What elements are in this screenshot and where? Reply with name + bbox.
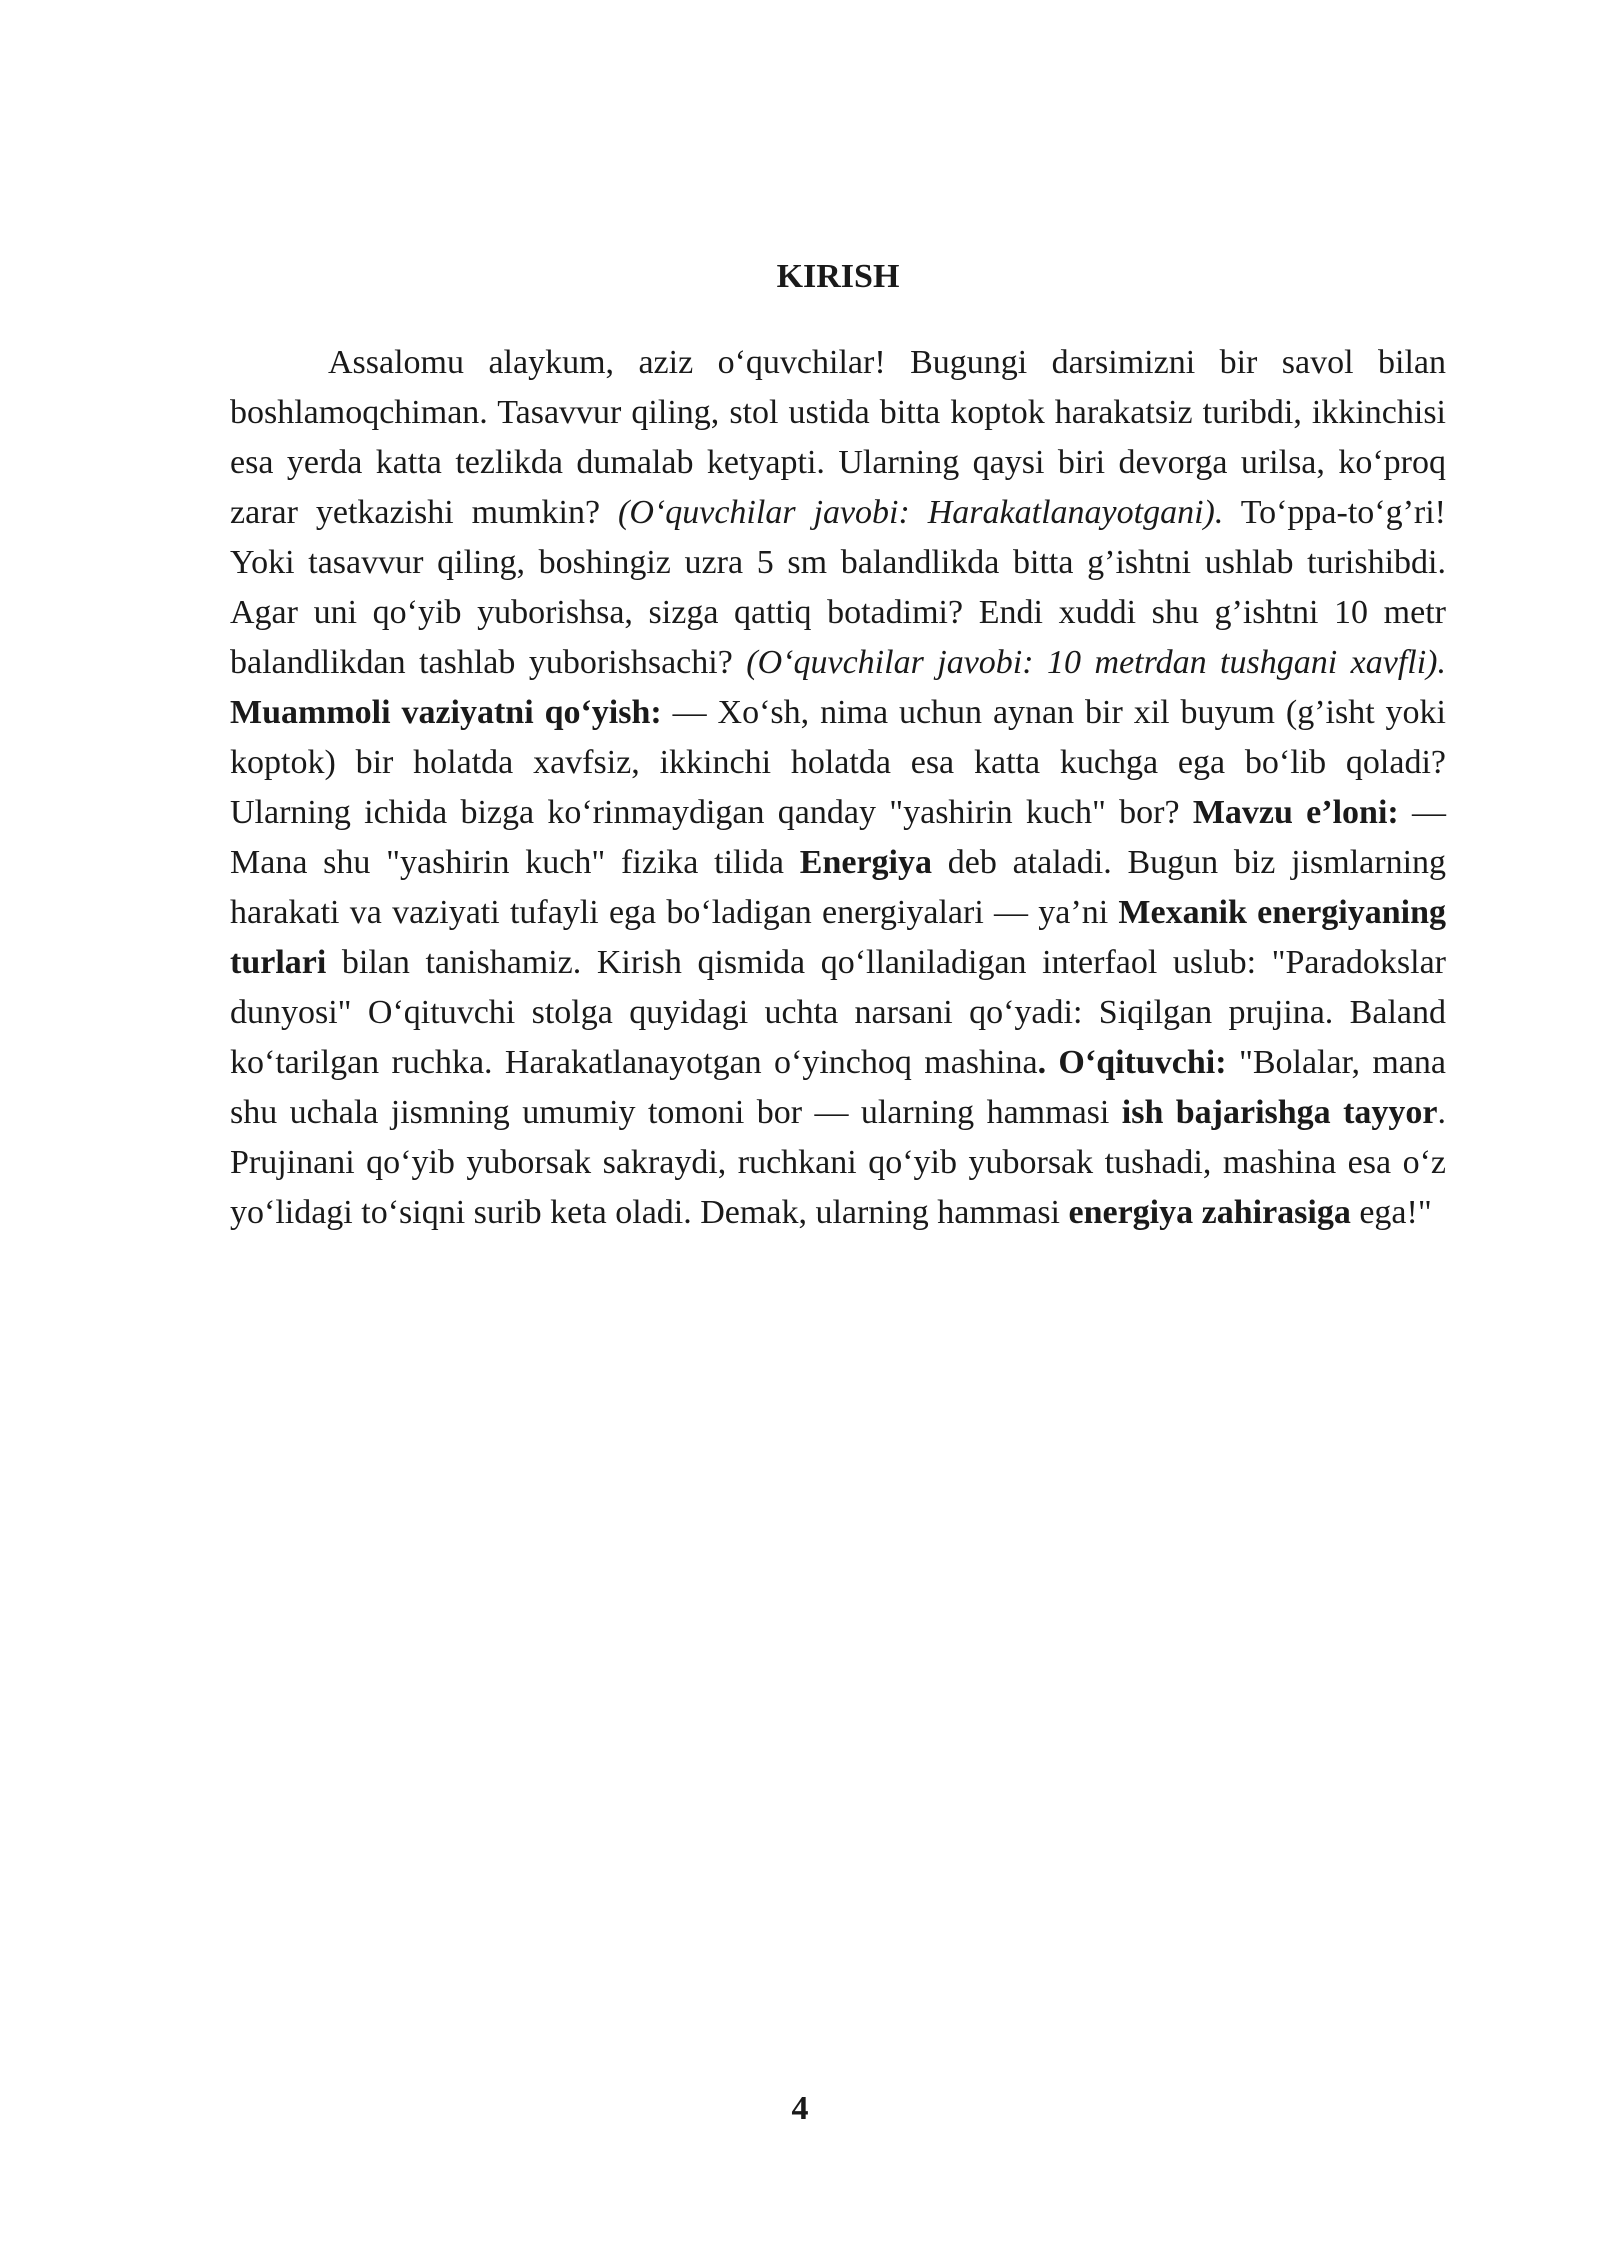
text-segment: Assalomu alaykum, aziz o‘quvchilar! Bugungi darsimizni bir savol bilan boshlamoqchiman. Tasavvur qiling, stol ustida bitta koptok harakatsiz turibdi, ikkinchisi esa yerda katta tezlikda dumalab ketyapti. Ularning qaysi biri devorga urilsa, ko‘proq zarar yetkazishi mumkin? [230,344,1446,531]
body-text [230,338,1446,1238]
key-term: ish bajarishga tayyor [1121,1094,1438,1131]
text-segment: To‘ppa-to‘g’ri! Yoki tasavvur qiling, boshingiz uzra 5 sm balandlikda bitta g’ishtni ushlab turishibdi. Agar uni qo‘yib yuborishsa, sizga qattiq botadimi? Endi xuddi shu g’ishtni 10 metr balandlikdan tashlab yuborishsachi? [230,494,1446,681]
text-segment: — Mana shu "yashirin kuch" fizika tilida [230,794,1446,881]
section-label: Mavzu e’loni: [1192,794,1399,831]
section-label: Muammoli vaziyatni qo‘yish: [230,694,662,731]
intro-paragraph [230,338,1446,1238]
page-number: 4 [791,2090,809,2127]
text-segment: — Xo‘sh, nima uchun aynan bir xil buyum (g’isht yoki koptok) bir holatda xavfsiz, ikkinchi holatda esa katta kuchga ega bo‘lib qoladi? Ularning ichida bizga ko‘rinmaydigan qanday "yashirin kuch" bor? [230,694,1447,831]
key-term: Energiya [799,844,932,881]
key-term: Mexanik energiyaning turlari [230,894,1446,981]
text-segment: ega!" [1359,1194,1432,1231]
text-segment: deb ataladi. Bugun biz jismlarning harakati va vaziyati tufayli ega bo‘ladigan energiyalari — ya’ni [230,844,1447,931]
student-answer: (O‘quvchilar javobi: Harakatlanayotgani). [618,494,1224,531]
text-segment: "Bolalar, mana shu uchala jismning umumiy tomoni bor — ularning hammasi [230,1044,1447,1131]
student-answer: (O‘quvchilar javobi: 10 metrdan tushgani xavfli). [746,644,1446,681]
page-title: KIRISH [776,258,900,295]
text-segment: bilan tanishamiz. Kirish qismida qo‘llaniladigan interfaol uslub: "Paradokslar dunyosi" O‘qituvchi stolga quyidagi uchta narsani qo‘yadi: Siqilgan prujina. Baland ko‘tarilgan ruchka. Harakatlanayotgan o‘yinchoq mashina [230,944,1446,1081]
text-segment: . Prujinani qo‘yib yuborsak sakraydi, ruchkani qo‘yib yuborsak tushadi, mashina esa o‘z yo‘lidagi to‘siqni surib keta oladi. Demak, ularning hammasi [230,1094,1447,1231]
key-term: energiya zahirasiga [1068,1194,1351,1231]
section-label: . O‘qituvchi: [1037,1044,1227,1081]
